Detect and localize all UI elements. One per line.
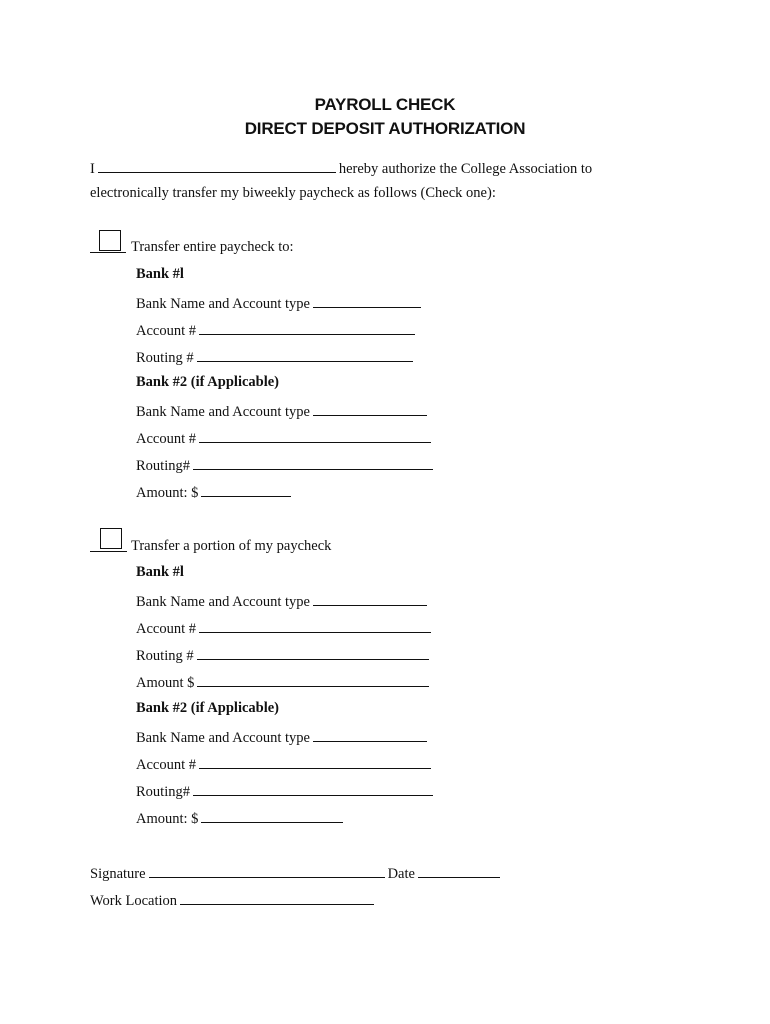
option2-label: Transfer a portion of my paycheck — [131, 538, 332, 554]
work-location-label: Work Location — [90, 893, 178, 909]
option1-bank1-routing-label: Routing # — [136, 350, 194, 366]
option2-check-line — [90, 551, 127, 552]
option2-bank2-name-row — [136, 727, 430, 747]
work-location-row — [90, 890, 377, 910]
option1-checkbox[interactable] — [99, 230, 121, 251]
option2-bank1-amount-blank[interactable] — [197, 672, 429, 687]
option1-bank1-account-blank[interactable] — [199, 320, 415, 335]
form-title-line2: DIRECT DEPOSIT AUTHORIZATION — [244, 119, 526, 138]
name-blank[interactable] — [98, 158, 336, 173]
option2-bank2-account-blank[interactable] — [199, 754, 431, 769]
option2-bank1-account-blank[interactable] — [199, 618, 431, 633]
option1-bank1-name-blank[interactable] — [313, 293, 421, 308]
intro-line-2: electronically transfer my biweekly paycheck as follows (Check one): — [90, 185, 496, 201]
option2-bank2-name-blank[interactable] — [313, 727, 427, 742]
option2-checkbox[interactable] — [100, 528, 122, 549]
option2-bank1-routing-blank[interactable] — [197, 645, 429, 660]
date-blank[interactable] — [418, 863, 500, 878]
option2-bank1-heading: Bank #l — [136, 564, 184, 580]
option1-bank2-routing-label: Routing# — [136, 458, 190, 474]
option1-amount-row — [136, 482, 294, 502]
option1-bank2-name-label: Bank Name and Account type — [136, 404, 310, 420]
option1-bank2-routing-blank[interactable] — [193, 455, 433, 470]
option2-bank2-amount-label: Amount: $ — [136, 811, 199, 827]
option2-bank1-account-label: Account # — [136, 621, 196, 637]
option1-amount-blank[interactable] — [201, 482, 291, 497]
option1-bank1-account-row — [136, 320, 418, 340]
signature-label: Signature — [90, 866, 146, 882]
option1-bank2-account-blank[interactable] — [199, 428, 431, 443]
option2-bank2-account-row — [136, 754, 434, 774]
option1-bank2-routing-row — [136, 455, 436, 475]
option1-bank2-heading: Bank #2 (if Applicable) — [136, 374, 280, 390]
option1-bank1-routing-blank[interactable] — [197, 347, 413, 362]
option2-bank2-name-label: Bank Name and Account type — [136, 730, 310, 746]
option1-bank2-name-blank[interactable] — [313, 401, 427, 416]
option2-bank2-routing-blank[interactable] — [193, 781, 433, 796]
option2-bank2-amount-blank[interactable] — [201, 808, 343, 823]
date-label: Date — [387, 866, 415, 882]
option1-bank1-account-label: Account # — [136, 323, 196, 339]
option1-bank1-name-row — [136, 293, 424, 313]
option2-bank1-amount-row — [136, 672, 432, 692]
option2-bank1-amount-label: Amount $ — [136, 675, 195, 691]
option2-bank1-routing-row — [136, 645, 432, 665]
signature-blank[interactable] — [149, 863, 385, 878]
option1-bank1-heading: Bank #l — [136, 266, 184, 282]
option2-bank2-amount-row — [136, 808, 346, 828]
option1-bank1-name-label: Bank Name and Account type — [136, 296, 310, 312]
form-title-line1: PAYROLL CHECK — [314, 95, 456, 114]
option2-bank1-name-label: Bank Name and Account type — [136, 594, 310, 610]
option1-check-line — [90, 252, 126, 253]
option1-bank2-name-row — [136, 401, 430, 421]
intro-prefix: I — [90, 161, 95, 177]
option2-bank1-account-row — [136, 618, 434, 638]
option2-bank2-account-label: Account # — [136, 757, 196, 773]
option2-bank1-name-row — [136, 591, 430, 611]
signature-row — [90, 863, 503, 883]
option1-bank1-routing-row — [136, 347, 416, 367]
option2-bank2-routing-row — [136, 781, 436, 801]
option1-bank2-account-label: Account # — [136, 431, 196, 447]
work-location-blank[interactable] — [180, 890, 374, 905]
option2-bank2-routing-label: Routing# — [136, 784, 190, 800]
intro-suffix: hereby authorize the College Association to — [338, 161, 593, 177]
option2-bank1-routing-label: Routing # — [136, 648, 194, 664]
option1-bank2-account-row — [136, 428, 434, 448]
option1-label: Transfer entire paycheck to: — [131, 239, 294, 255]
option2-bank2-heading: Bank #2 (if Applicable) — [136, 700, 280, 716]
option1-amount-label: Amount: $ — [136, 485, 199, 501]
option2-bank1-name-blank[interactable] — [313, 591, 427, 606]
intro-line-1 — [90, 158, 592, 178]
